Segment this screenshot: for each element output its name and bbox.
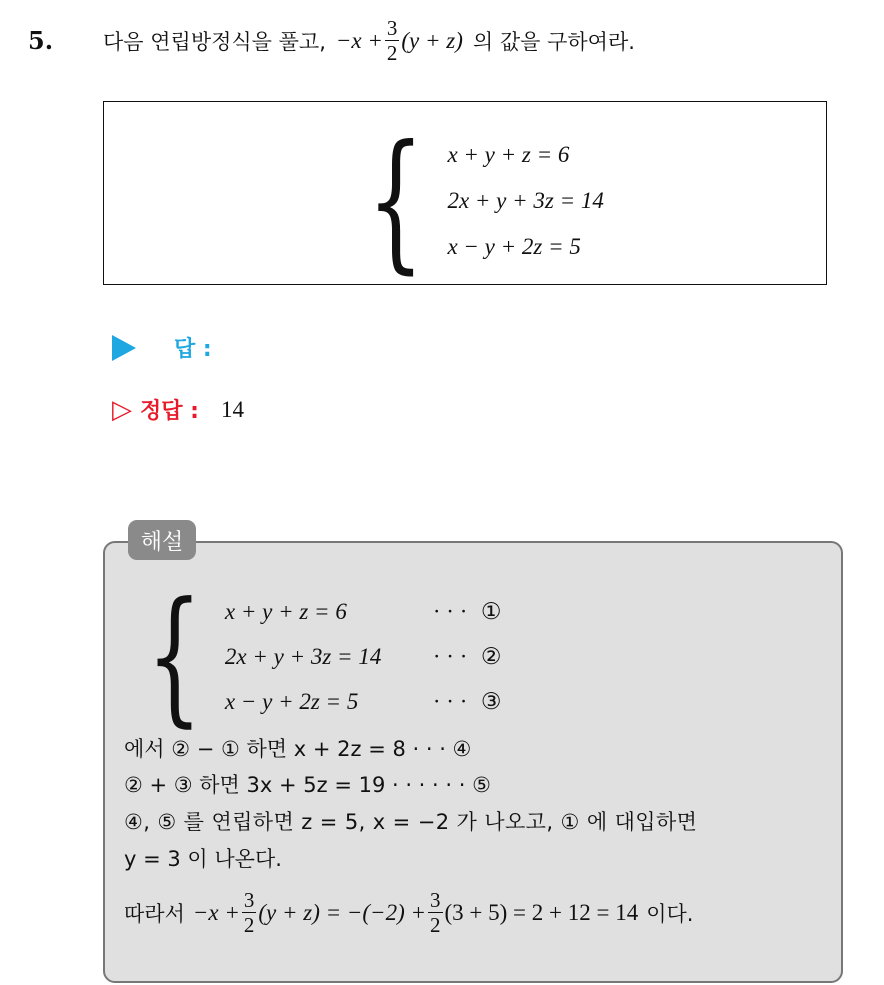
question-system xyxy=(348,114,604,288)
solution-row-2 xyxy=(225,634,502,679)
question-frac-num: 3 xyxy=(386,16,398,40)
solution-row-3 xyxy=(225,679,502,724)
question-fraction xyxy=(385,16,400,65)
correct-answer-label: 정답 : xyxy=(140,399,199,424)
question-text xyxy=(103,16,635,65)
solution-frac1-den: 2 xyxy=(243,913,255,937)
solution-fraction-2 xyxy=(428,888,443,937)
solution-frac2-num: 3 xyxy=(430,888,441,912)
answer-line xyxy=(112,332,212,363)
solution-row-mark: ③ xyxy=(480,688,502,714)
correct-answer-value: 14 xyxy=(220,396,244,422)
solution-left-brace: { xyxy=(146,571,203,741)
answer-label: 답 : xyxy=(174,337,212,362)
solution-row-dots: · · · xyxy=(432,598,468,624)
solution-frac1-num: 3 xyxy=(243,888,255,912)
system-row-2: 2x + y + 3z = 14 xyxy=(447,188,604,213)
question-text-after: 의 값을 구하여라. xyxy=(472,29,635,54)
solution-line-3: ④, ⑤ 를 연립하면 z = 5, x = −2 가 나오고, ① 에 대입하면 xyxy=(124,810,698,834)
solution-system xyxy=(128,571,502,741)
solution-row-mark: ② xyxy=(480,643,502,669)
solution-row-dots: · · · xyxy=(432,643,468,669)
question-frac-den: 2 xyxy=(386,41,398,65)
solution-line5-expr2: (y + z) = −(−2) + xyxy=(258,899,427,925)
solution-row-eq: x − y + 2z = 5 xyxy=(224,688,359,714)
question-expr-start: −x + xyxy=(335,27,383,53)
solution-line5-prefix: 따라서 xyxy=(124,901,185,926)
solution-line5-suffix: 이다. xyxy=(646,901,694,926)
correct-answer-line xyxy=(112,394,244,425)
solution-row-1 xyxy=(225,589,502,634)
solution-row-eq: x + y + z = 6 xyxy=(224,598,347,624)
solution-system-rows xyxy=(225,589,502,724)
solution-row-eq: 2x + y + 3z = 14 xyxy=(224,643,382,669)
question-expr-end: (y + z) xyxy=(401,27,463,53)
solution-line-1: 에서 ② − ① 하면 x + 2z = 8 · · · ④ xyxy=(124,737,472,761)
solution-row-mark: ① xyxy=(480,598,502,624)
solution-line-2: ② + ③ 하면 3x + 5z = 19 · · · · · · ⑤ xyxy=(124,773,491,797)
solution-line-5 xyxy=(124,888,693,937)
question-number: 5. xyxy=(28,26,54,55)
solution-line5-expr3: (3 + 5) = 2 + 12 = 14 xyxy=(444,899,639,925)
solution-frac2-den: 2 xyxy=(430,913,441,937)
left-brace: { xyxy=(367,114,425,288)
solution-row-dots: · · · xyxy=(432,688,468,714)
outline-triangle-icon: ▷ xyxy=(112,394,132,425)
play-triangle-icon xyxy=(112,335,136,361)
solution-fraction-1 xyxy=(242,888,257,937)
solution-line5-expr1: −x + xyxy=(192,899,240,925)
system-row-3: x − y + 2z = 5 xyxy=(447,234,581,259)
solution-tab: 해설 xyxy=(128,520,196,560)
solution-line-4: y = 3 이 나온다. xyxy=(124,847,282,871)
system-rows xyxy=(447,132,603,270)
system-row-1: x + y + z = 6 xyxy=(447,142,570,167)
question-text-before: 다음 연립방정식을 풀고, xyxy=(103,29,326,54)
